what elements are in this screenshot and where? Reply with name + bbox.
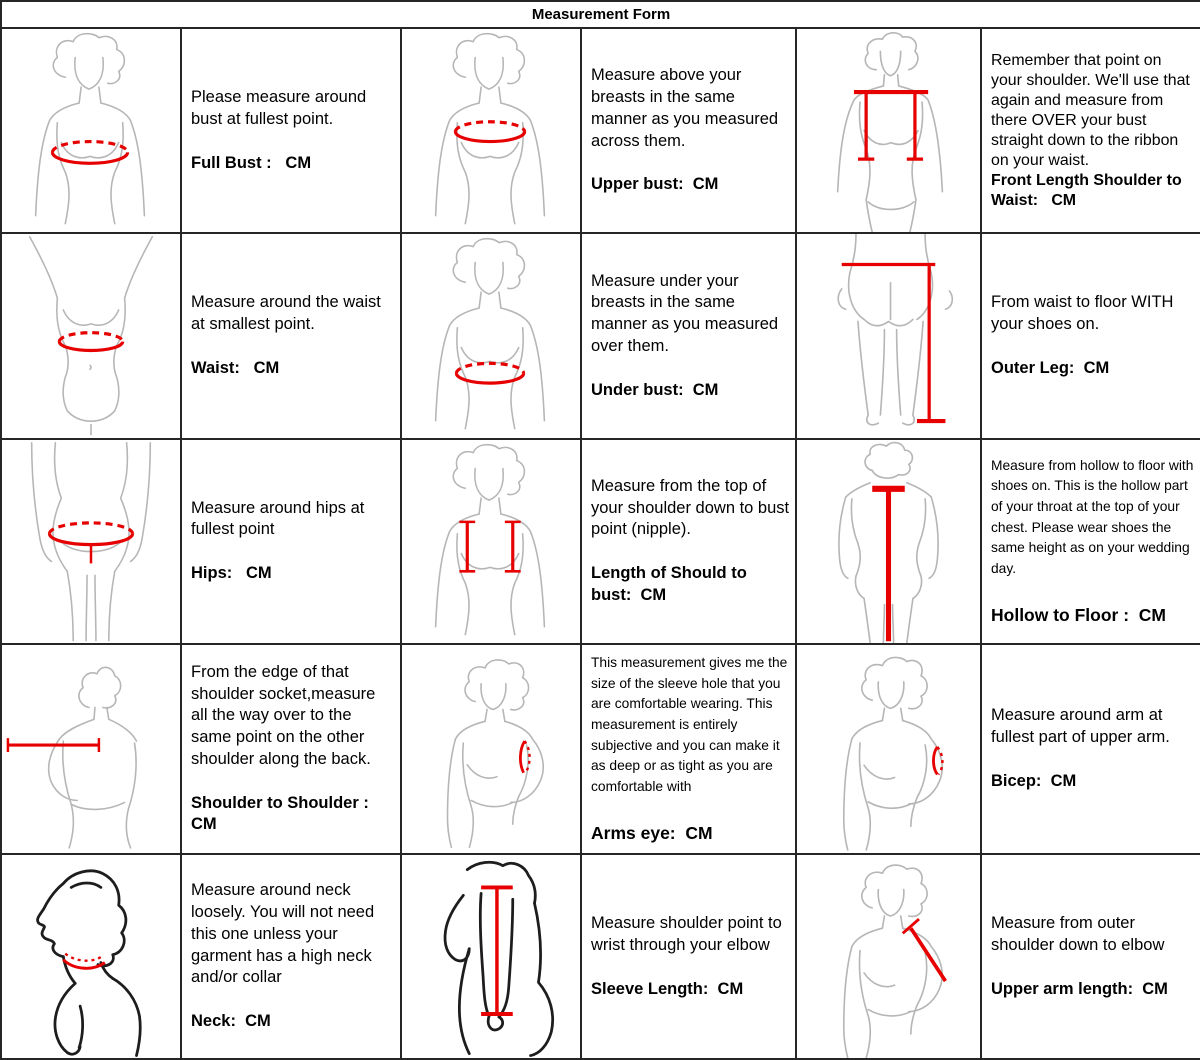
under-bust-figure-cell	[401, 233, 581, 438]
neck-figure-cell	[1, 854, 181, 1059]
neck-text-cell	[181, 854, 401, 1059]
full-bust-measure-line	[52, 142, 127, 164]
neck-figure	[2, 855, 180, 1058]
measurement-label: Neck: CM	[191, 1012, 271, 1031]
hollow-to-floor-text-cell	[981, 439, 1200, 644]
instruction-text: Measure around arm at fullest part of upper arm.	[991, 706, 1170, 747]
waist-measure-line	[59, 333, 122, 351]
outer-leg-figure	[797, 234, 980, 437]
measurement-label: Full Bust : CM	[191, 153, 312, 172]
instruction-text: Remember that point on your shoulder. We'll use that again and measure from there OVER your bust straight down to the ribbon on your waist.	[991, 51, 1190, 169]
measurement-label: Outer Leg: CM	[991, 358, 1110, 377]
shoulder-to-shoulder-figure-cell	[1, 644, 181, 854]
measurement-label: Hips: CM	[191, 564, 272, 583]
upper-arm-length-figure-cell	[796, 854, 981, 1059]
hips-figure-cell	[1, 439, 181, 644]
front-length-figure	[797, 29, 980, 232]
upper-bust-figure-cell	[401, 28, 581, 233]
under-bust-text-cell	[581, 233, 796, 438]
hollow-to-floor-figure-cell	[796, 439, 981, 644]
measurement-label: Upper arm length: CM	[991, 979, 1168, 998]
arms-eye-text-cell	[581, 644, 796, 854]
instruction-text: Measure from outer shoulder down to elbow	[991, 914, 1165, 954]
waist-figure-cell	[1, 233, 181, 438]
outer-leg-text-cell	[981, 233, 1200, 438]
measurement-label: Sleeve Length: CM	[591, 979, 744, 998]
shoulder-to-bust-figure	[402, 440, 580, 643]
upper-bust-figure	[402, 29, 580, 232]
front-length-measure-line	[854, 92, 928, 159]
measurement-label: Front Length Shoulder to Waist: CM	[991, 171, 1187, 209]
full-bust-figure-cell	[1, 28, 181, 233]
upper-arm-measure-line	[903, 919, 946, 981]
instruction-text: Measure around the waist at smallest point.	[191, 293, 381, 334]
shoulder-to-shoulder-figure	[2, 645, 180, 853]
outer-leg-measure-line	[842, 265, 946, 422]
measurement-label: Length of Should to bust: CM	[591, 564, 752, 604]
bicep-figure	[797, 645, 980, 853]
hips-measure-line	[49, 523, 132, 564]
bicep-text-cell	[981, 644, 1200, 854]
measurement-label: Arms eye: CM	[591, 822, 713, 843]
outer-leg-figure-cell	[796, 233, 981, 438]
instruction-text: Measure under your breasts in the same manner as you measured over them.	[591, 271, 779, 355]
shoulder-to-bust-text-cell	[581, 439, 796, 644]
sleeve-length-figure	[402, 855, 580, 1058]
instruction-text: Measure from hollow to floor with shoes on. This is the hollow part of your throat at the top of your chest. Please wear shoes the same height as on your wedding day.	[991, 457, 1194, 577]
instruction-text: Measure shoulder point to wrist through your elbow	[591, 914, 782, 954]
full-bust-figure	[2, 29, 180, 232]
arms-eye-figure	[402, 645, 580, 853]
instruction-text: Measure around neck loosely. You will not need this one unless your garment has a high neck and/or collar	[191, 881, 375, 987]
hips-text-cell	[181, 439, 401, 644]
upper-arm-length-figure	[797, 855, 980, 1058]
measurement-label: Upper bust: CM	[591, 175, 719, 194]
measurement-label: Under bust: CM	[591, 380, 719, 399]
instruction-text: From the edge of that shoulder socket,measure all the way over to the same point on the other shoulder along the back.	[191, 662, 376, 768]
under-bust-figure	[402, 234, 580, 437]
shoulder-to-bust-measure-lines	[459, 522, 520, 571]
bicep-figure-cell	[796, 644, 981, 854]
instruction-text: Please measure around bust at fullest point.	[191, 88, 367, 128]
form-title: Measurement Form	[1, 1, 1200, 28]
hollow-to-floor-figure	[797, 440, 980, 643]
hollow-to-floor-measure-line	[872, 488, 905, 640]
arms-eye-figure-cell	[401, 644, 581, 854]
neck-measure-band	[63, 954, 105, 969]
measurement-label: Waist: CM	[191, 358, 280, 377]
instruction-text: This measurement gives me the size of the sleeve hole that you are comfortable wearing. This measurement is entirely subjective and you can make it as deep or as tight as you are comfortable with	[591, 655, 788, 795]
under-bust-measure-line	[456, 364, 523, 384]
measurement-label: Hollow to Floor : CM	[991, 604, 1166, 625]
shoulder-to-bust-figure-cell	[401, 439, 581, 644]
measurement-label: Bicep: CM	[991, 771, 1077, 790]
upper-bust-measure-line	[455, 122, 524, 142]
shoulder-to-shoulder-text-cell	[181, 644, 401, 854]
front-length-figure-cell	[796, 28, 981, 233]
front-length-text-cell	[981, 28, 1200, 233]
waist-text-cell	[181, 233, 401, 438]
sleeve-length-figure-cell	[401, 854, 581, 1059]
upper-bust-text-cell	[581, 28, 796, 233]
sleeve-length-text-cell	[581, 854, 796, 1059]
instruction-text: Measure around hips at fullest point	[191, 498, 365, 539]
instruction-text: Measure above your breasts in the same manner as you measured across them.	[591, 66, 779, 150]
upper-arm-length-text-cell	[981, 854, 1200, 1059]
instruction-text: From waist to floor WITH your shoes on.	[991, 293, 1174, 334]
hips-figure	[2, 440, 180, 643]
full-bust-text-cell	[181, 28, 401, 233]
instruction-text: Measure from the top of your shoulder down to bust point (nipple).	[591, 476, 790, 539]
measurement-label: Shoulder to Shoulder : CM	[191, 793, 374, 834]
waist-figure	[2, 234, 180, 437]
